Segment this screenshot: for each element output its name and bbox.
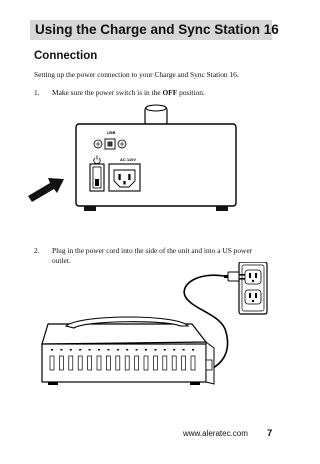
power-cord-figure xyxy=(30,262,270,412)
page-number: 7 xyxy=(267,428,273,439)
usb-port xyxy=(182,356,186,370)
port-indicator-led xyxy=(89,349,91,351)
page-title: Using the Charge and Sync Station 16 xyxy=(30,20,272,40)
off-emphasis: OFF xyxy=(162,88,178,97)
port-indicator-led xyxy=(164,349,166,351)
step-number: 2. xyxy=(34,246,40,255)
usb-port xyxy=(172,356,176,370)
outlet-receptacle-top xyxy=(245,270,261,284)
footer-url: www.aleratec.com xyxy=(183,429,248,438)
intro-paragraph: Setting up the power connection to your Charge and Sync Station 16. xyxy=(34,70,239,79)
power-switch-figure xyxy=(28,104,268,224)
usb-port xyxy=(135,356,139,370)
port-indicator-led xyxy=(173,349,175,351)
port-indicator-led xyxy=(126,349,128,351)
step-number: 1. xyxy=(34,88,40,97)
usb-port xyxy=(125,356,129,370)
unit-foot-left xyxy=(84,206,96,211)
usb-port xyxy=(50,356,54,370)
section-heading: Connection xyxy=(34,50,98,62)
usb-port xyxy=(59,356,63,370)
port-indicator-led xyxy=(60,349,62,351)
port-indicator-led xyxy=(136,349,138,351)
usb-port xyxy=(153,356,157,370)
usb-label: USB xyxy=(107,130,116,135)
port-indicator-led xyxy=(98,349,100,351)
port-indicator-led xyxy=(145,349,147,351)
step-text: Plug in the power cord into the side of the unit and into a US power outlet. xyxy=(52,246,253,265)
handle-top xyxy=(146,105,166,111)
port-indicator-led xyxy=(154,349,156,351)
usb-port xyxy=(116,356,120,370)
pointer-arrow xyxy=(28,178,64,202)
usb-port xyxy=(163,356,167,370)
usb-port xyxy=(191,356,195,370)
step-text: Make sure the power switch is in the OFF position. xyxy=(52,88,205,97)
station-side-port xyxy=(206,360,212,370)
port-indicator-led xyxy=(183,349,185,351)
usb-port-slot xyxy=(108,142,113,147)
usb-port xyxy=(78,356,82,370)
port-indicator-led xyxy=(51,349,53,351)
usb-port xyxy=(144,356,148,370)
outlet-receptacle-bottom xyxy=(245,290,261,304)
port-indicator-led xyxy=(70,349,72,351)
port-indicator-led xyxy=(192,349,194,351)
usb-port xyxy=(88,356,92,370)
station-top xyxy=(42,324,206,344)
usb-port xyxy=(69,356,73,370)
port-indicator-led xyxy=(117,349,119,351)
usb-port xyxy=(97,356,101,370)
power-switch-off-mark xyxy=(95,179,99,186)
unit-foot-right xyxy=(216,206,228,211)
port-indicator-led xyxy=(79,349,81,351)
port-indicator-led xyxy=(107,349,109,351)
ac-voltage-label: AC 110V xyxy=(120,157,137,162)
usb-port xyxy=(106,356,110,370)
